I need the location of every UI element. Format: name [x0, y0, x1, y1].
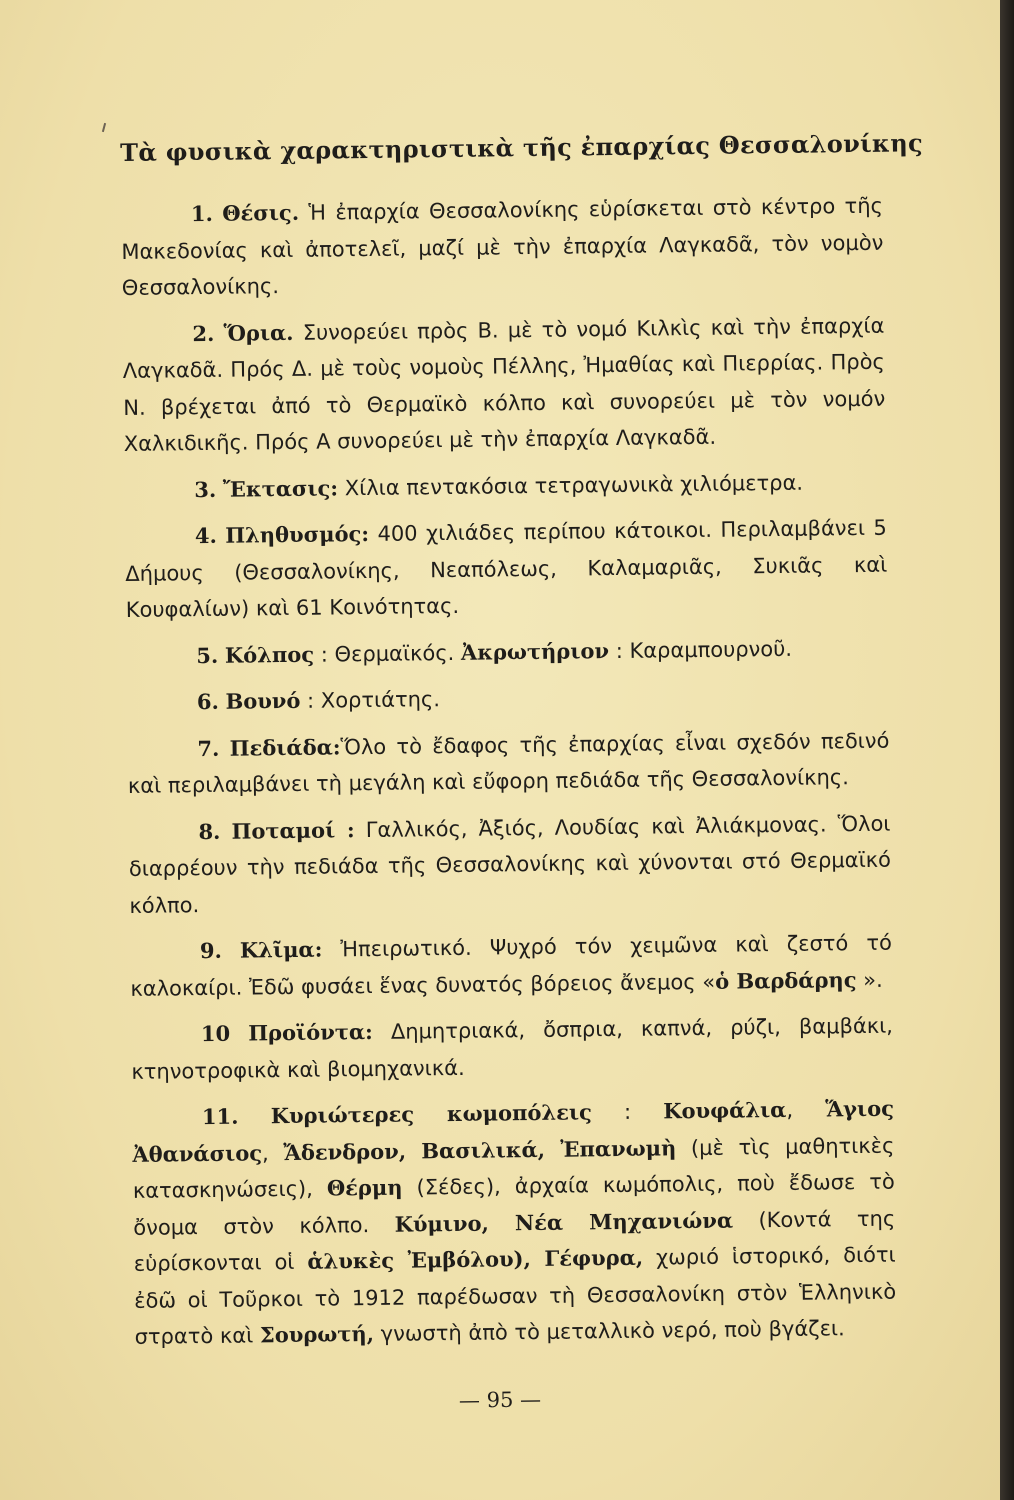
item-number: 5.	[196, 642, 219, 668]
item-text: χωριό ἱστορικό, διότι ἐδῶ οἱ Τοῦρκοι τὸ 1912 παρέδωσαν τὴ Θεσσαλονίκη στὸν Ἑλληνικὸ στρατὸ καὶ	[134, 1242, 897, 1349]
text-block	[120, 128, 924, 1366]
item-term: Ὅρια.	[223, 319, 294, 346]
town-name: ἁλυκὲς Ἐμβόλου), Γέφυρα,	[307, 1244, 644, 1274]
item-number: 6.	[196, 688, 219, 715]
item-number: 3.	[194, 476, 217, 502]
item-term: Πληθυσμός:	[225, 520, 370, 548]
page-edge-shadow	[1000, 0, 1014, 1500]
paragraph-9	[130, 925, 893, 1007]
page-title: Τὰ φυσικὰ χαρακτηριστικὰ τῆς ἐπαρχίας Θεσσαλονίκης	[120, 128, 924, 167]
town-name: Ἅγιος Ἀθανάσιος	[132, 1095, 895, 1167]
item-term: Κλῖμα:	[239, 936, 323, 963]
item-text: Δημητριακά, ὄσπρια, καπνά, ρύζι, βαμβάκι, κτηνοτροφικὰ καὶ βιομηχανικά.	[131, 1013, 894, 1084]
paragraph-11	[132, 1091, 897, 1356]
town-name: Κύμινο, Νέα Μηχανιώνα	[394, 1207, 734, 1237]
paragraph-3	[124, 463, 886, 509]
item-text: (Κοντά της εὑρίσκονται οἱ	[133, 1206, 896, 1276]
item-term: Ἔκτασις:	[222, 474, 339, 502]
item-number: 2.	[192, 320, 215, 346]
item-term: Κυριώτερες κωμοπόλεις	[270, 1099, 592, 1129]
item-text-secondary: : Καραμπουρνοῦ.	[608, 636, 793, 663]
paragraph-10	[131, 1008, 894, 1090]
item-term: Προϊόντα:	[248, 1018, 373, 1046]
item-text: (μὲ τὶς μαθητικὲς κατασκηνώσεις),	[132, 1133, 895, 1203]
item-term: Θέσις.	[222, 199, 300, 226]
town-name: Θέρμη	[326, 1174, 403, 1201]
item-text: Γαλλικός, Ἀξιός, Λουδίας καὶ Ἀλιάκμονας. Ὅλοι διαρρέουν τὴν πεδιάδα τῆς Θεσσαλονίκης καὶ χύνονται στό Θερμαϊκό κόλπο.	[128, 811, 892, 918]
town-name: Σουρωτή,	[259, 1320, 375, 1348]
item-text: Ἡ ἐπαρχία Θεσσαλονίκης εὑρίσκεται στὸ κέντρο τῆς Μακεδονίας καὶ ἀποτελεῖ, μαζί μὲ τὴν ἐπαρχία Λαγκαδᾶ, τὸν νομὸν Θεσσαλονίκης.	[121, 193, 884, 300]
page-mark	[102, 123, 106, 132]
item-text: ,	[261, 1140, 284, 1165]
item-text: 400 χιλιάδες περίπου κάτοικοι. Περιλαμβάνει 5 Δήμους (Θεσσαλονίκης, Νεαπόλεως, Καλαμαριᾶς, Συκιᾶς καὶ Κουφαλίων) καὶ 61 Κοινότητας.	[125, 515, 888, 622]
item-term: Κόλπος	[224, 641, 315, 668]
item-term-secondary: Ἀκρωτήριον	[460, 637, 610, 665]
paragraph-7	[127, 722, 890, 804]
item-text: : Θερμαϊκός.	[313, 640, 462, 667]
item-text: Ὅλο τὸ ἔδαφος τῆς ἐπαρχίας εἶναι σχεδόν πεδινό καὶ περιλαμβάνει τὴ μεγάλη καὶ εὔφορη πεδιάδα τῆς Θεσσαλονίκης.	[127, 728, 890, 798]
paragraph-4	[125, 510, 888, 629]
item-number: 8.	[198, 818, 221, 844]
item-text: :	[591, 1099, 664, 1125]
item-number: 10	[200, 1020, 231, 1047]
item-text: Ἠπειρωτικό. Ψυχρό τόν χειμῶνα καὶ ζεστό τό καλοκαίρι. Ἐδῶ φυσάει ἕνας δυνατός βόρειος ἄνεμος «	[130, 930, 893, 1001]
item-text: ,	[786, 1097, 826, 1122]
paragraph-6	[127, 676, 889, 722]
paragraph-1	[121, 188, 884, 307]
town-name: Κουφάλια	[663, 1096, 787, 1124]
item-number: 9.	[199, 937, 223, 964]
item-text: (Σέδες), ἀρχαία κωμόπολις, ποὺ ἔδωσε τὸ ὄνομα στὸν κόλπο.	[133, 1169, 895, 1240]
paragraph-2	[122, 307, 886, 462]
item-term: Πεδιάδα:	[229, 733, 341, 761]
town-name: Ἄδενδρον, Βασιλικά, Ἐπανωμὴ	[283, 1134, 677, 1165]
item-number: 1.	[190, 200, 214, 227]
paragraph-5	[126, 629, 888, 675]
item-text-secondary: ».	[856, 967, 883, 992]
item-text: Συνορεύει πρὸς Β. μὲ τὸ νομό Κιλκὶς καὶ τὴν ἐπαρχία Λαγκαδᾶ. Πρός Δ. μὲ τοὺς νομοὺς Πέλλης, Ἠμαθίας καὶ Πιερρίας. Πρὸς Ν. βρέχεται ἀπό τὸ Θερμαϊκὸ κόλπο καὶ συνορεύει μὲ τὸν νομόν Χαλκιδικῆς. Πρός Α συνορεύει μὲ τὴν ἐπαρχία Λαγκαδᾶ.	[122, 313, 886, 456]
item-text: γνωστὴ ἀπὸ τὸ μεταλλικὸ νερό, ποὺ βγάζει.	[373, 1316, 845, 1346]
page-number: — 95 —	[458, 1387, 542, 1413]
item-text: : Χορτιάτης.	[300, 687, 441, 713]
item-number: 7.	[197, 735, 220, 761]
item-term-secondary: ὁ Βαρδάρης	[714, 966, 857, 994]
item-term: Βουνό	[225, 687, 301, 714]
item-term: Ποταμοί :	[231, 816, 355, 844]
item-text: Χίλια πεντακόσια τετραγωνικὰ χιλιόμετρα.	[337, 470, 804, 500]
item-number: 11.	[201, 1103, 239, 1130]
paragraph-8	[128, 805, 891, 924]
item-number: 4.	[194, 522, 217, 549]
